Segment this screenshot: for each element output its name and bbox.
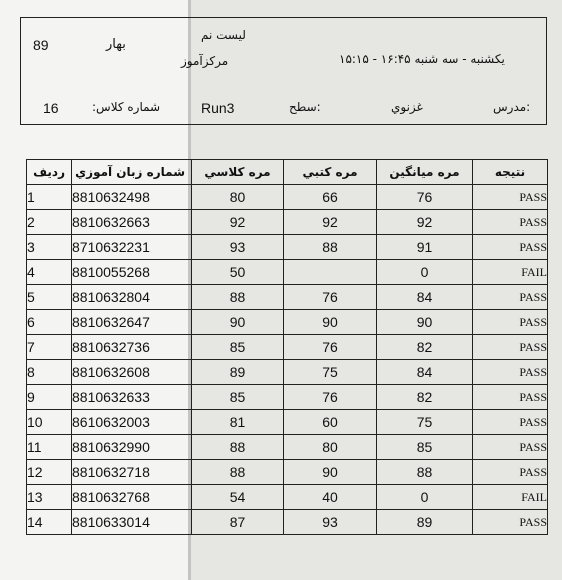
row-number: 9 xyxy=(27,385,72,410)
written-score: 93 xyxy=(284,510,377,535)
class-score: 92 xyxy=(192,210,284,235)
result: PASS xyxy=(473,360,548,385)
class-number: 16 xyxy=(43,100,59,116)
average-score: 91 xyxy=(377,235,473,260)
table-row xyxy=(27,285,548,310)
semester: بهار xyxy=(106,37,126,52)
col-header-class-score: مره كلاسي xyxy=(192,160,284,185)
average-score: 76 xyxy=(377,185,473,210)
student-id: 8810632990 xyxy=(72,435,192,460)
result: PASS xyxy=(473,385,548,410)
written-score: 76 xyxy=(284,385,377,410)
class-score: 88 xyxy=(192,460,284,485)
student-id: 8810632804 xyxy=(72,285,192,310)
row-number: 11 xyxy=(27,435,72,460)
grades-table xyxy=(26,159,548,535)
class-score: 50 xyxy=(192,260,284,285)
average-score: 84 xyxy=(377,360,473,385)
written-score: 40 xyxy=(284,485,377,510)
class-score: 80 xyxy=(192,185,284,210)
table-header-row xyxy=(27,160,548,185)
average-score: 75 xyxy=(377,410,473,435)
written-score: 90 xyxy=(284,310,377,335)
average-score: 89 xyxy=(377,510,473,535)
class-number-label: شماره کلاس: xyxy=(92,100,161,114)
written-score: 90 xyxy=(284,460,377,485)
table-row xyxy=(27,510,548,535)
result: PASS xyxy=(473,185,548,210)
title-line-2: مرکزآموز xyxy=(181,54,229,68)
title-line-1: لیست نم xyxy=(201,28,246,42)
result: PASS xyxy=(473,335,548,360)
class-score: 90 xyxy=(192,310,284,335)
average-score: 82 xyxy=(377,335,473,360)
class-score: 85 xyxy=(192,385,284,410)
result: PASS xyxy=(473,435,548,460)
table-row xyxy=(27,460,548,485)
col-header-row-number: رديف xyxy=(27,160,72,185)
student-id: 8810632498 xyxy=(72,185,192,210)
table-row xyxy=(27,485,548,510)
class-score: 93 xyxy=(192,235,284,260)
row-number: 13 xyxy=(27,485,72,510)
student-id: 8810632736 xyxy=(72,335,192,360)
table-row xyxy=(27,385,548,410)
col-header-average: مره ميانگين xyxy=(377,160,473,185)
table-row xyxy=(27,360,548,385)
header-box xyxy=(20,17,547,125)
level-value: Run3 xyxy=(201,100,235,116)
student-id: 8810632718 xyxy=(72,460,192,485)
written-score: 76 xyxy=(284,335,377,360)
row-number: 4 xyxy=(27,260,72,285)
row-number: 7 xyxy=(27,335,72,360)
written-score: 88 xyxy=(284,235,377,260)
table-row xyxy=(27,310,548,335)
row-number: 1 xyxy=(27,185,72,210)
year: 89 xyxy=(33,37,49,53)
class-score: 87 xyxy=(192,510,284,535)
row-number: 2 xyxy=(27,210,72,235)
table-row xyxy=(27,235,548,260)
result: PASS xyxy=(473,210,548,235)
result: PASS xyxy=(473,410,548,435)
student-id: 8810633014 xyxy=(72,510,192,535)
student-id: 8710632231 xyxy=(72,235,192,260)
row-number: 10 xyxy=(27,410,72,435)
class-score: 88 xyxy=(192,285,284,310)
level-label: سطح: xyxy=(289,100,321,114)
average-score: 88 xyxy=(377,460,473,485)
row-number: 3 xyxy=(27,235,72,260)
student-id: 8810632608 xyxy=(72,360,192,385)
average-score: 84 xyxy=(377,285,473,310)
class-score: 89 xyxy=(192,360,284,385)
result: PASS xyxy=(473,285,548,310)
class-score: 54 xyxy=(192,485,284,510)
col-header-written-score: مره كتبي xyxy=(284,160,377,185)
table-row xyxy=(27,260,548,285)
written-score: 60 xyxy=(284,410,377,435)
student-id: 8810632647 xyxy=(72,310,192,335)
result: FAIL xyxy=(473,485,548,510)
average-score: 92 xyxy=(377,210,473,235)
table-row xyxy=(27,410,548,435)
student-id: 8810632768 xyxy=(72,485,192,510)
student-id: 8810632663 xyxy=(72,210,192,235)
class-score: 81 xyxy=(192,410,284,435)
average-score: 85 xyxy=(377,435,473,460)
written-score: 80 xyxy=(284,435,377,460)
col-header-result: نتيجه xyxy=(473,160,548,185)
result: FAIL xyxy=(473,260,548,285)
student-id: 8810632633 xyxy=(72,385,192,410)
table-row xyxy=(27,210,548,235)
table-row xyxy=(27,185,548,210)
written-score: 76 xyxy=(284,285,377,310)
average-score: 0 xyxy=(377,260,473,285)
result: PASS xyxy=(473,510,548,535)
row-number: 5 xyxy=(27,285,72,310)
written-score: 92 xyxy=(284,210,377,235)
col-header-student-id: شماره زبان آموزي xyxy=(72,160,192,185)
row-number: 8 xyxy=(27,360,72,385)
schedule: یکشنبه - سه شنبه ۱۶:۴۵ - ۱۵:۱۵ xyxy=(339,52,505,66)
result: PASS xyxy=(473,235,548,260)
table-row xyxy=(27,435,548,460)
student-id: 8610632003 xyxy=(72,410,192,435)
average-score: 82 xyxy=(377,385,473,410)
teacher-name: غزنوي xyxy=(391,100,423,114)
result: PASS xyxy=(473,310,548,335)
row-number: 12 xyxy=(27,460,72,485)
written-score: 66 xyxy=(284,185,377,210)
teacher-label: مدرس: xyxy=(493,100,531,114)
result: PASS xyxy=(473,460,548,485)
class-score: 85 xyxy=(192,335,284,360)
average-score: 90 xyxy=(377,310,473,335)
written-score: 75 xyxy=(284,360,377,385)
written-score xyxy=(284,260,377,285)
row-number: 6 xyxy=(27,310,72,335)
student-id: 8810055268 xyxy=(72,260,192,285)
row-number: 14 xyxy=(27,510,72,535)
class-score: 88 xyxy=(192,435,284,460)
average-score: 0 xyxy=(377,485,473,510)
table-row xyxy=(27,335,548,360)
